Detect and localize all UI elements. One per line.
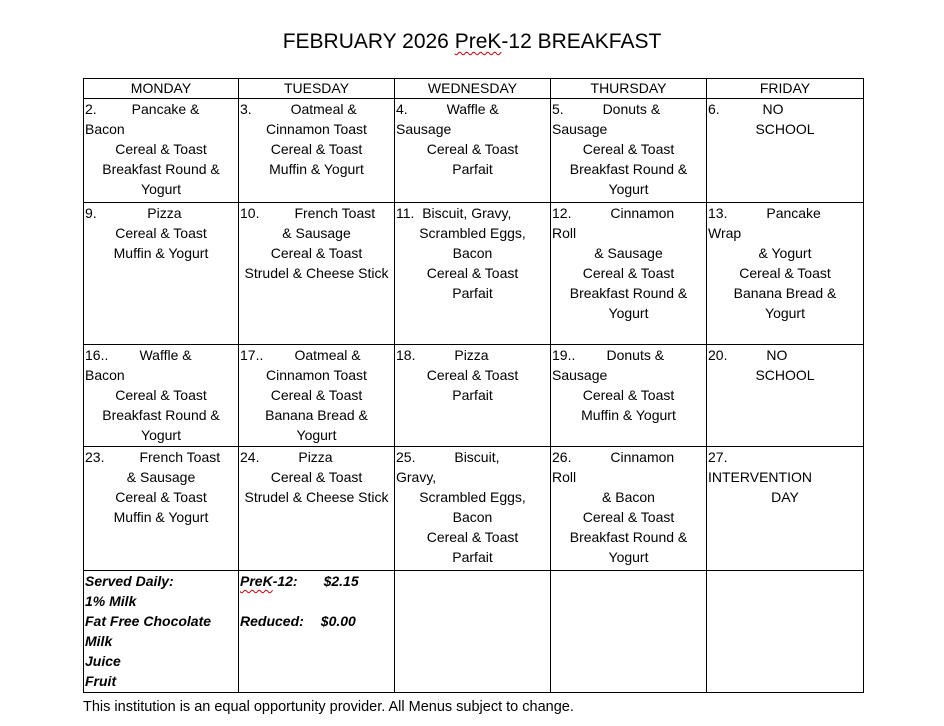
day-heading: 13. Pancake <box>708 205 821 221</box>
day-heading: 27. <box>708 449 728 465</box>
served-daily-line: Juice <box>85 653 121 669</box>
day-cell <box>707 447 864 571</box>
menu-item: Parfait <box>452 285 493 301</box>
empty-cell <box>395 571 551 693</box>
empty-cell <box>551 571 707 693</box>
day-cell <box>395 447 551 571</box>
prices-cell <box>239 571 395 693</box>
day-heading-continued: Wrap <box>708 225 742 241</box>
day-cell <box>395 345 551 447</box>
menu-item: & Sausage <box>282 225 351 241</box>
menu-item: Parfait <box>452 387 493 403</box>
menu-item: Cereal & Toast <box>582 265 675 281</box>
day-heading-continued: Bacon <box>85 367 125 383</box>
day-heading: 10. French Toast <box>240 205 376 221</box>
day-cell <box>551 203 707 345</box>
menu-item: Cinnamon Toast <box>266 121 367 137</box>
menu-item: Breakfast Round & <box>569 529 688 545</box>
menu-item: Strudel & Cheese Stick <box>244 265 389 281</box>
menu-item: Breakfast Round & <box>102 161 220 177</box>
day-heading: 6. NO <box>708 101 784 117</box>
menu-item: Breakfast Round & <box>569 285 688 301</box>
served-daily-cell <box>84 571 239 693</box>
header-tuesday: TUESDAY <box>239 79 395 99</box>
menu-item: Yogurt <box>765 305 805 321</box>
day-cell <box>707 203 864 345</box>
menu-calendar-table <box>83 78 864 693</box>
day-heading: 16.. Waffle & <box>85 347 192 363</box>
menu-item: Cereal & Toast <box>115 387 207 403</box>
menu-item: Cereal & Toast <box>426 529 519 545</box>
menu-item: Breakfast Round & <box>102 407 220 423</box>
menu-item: Muffin & Yogurt <box>269 161 364 177</box>
day-heading: 9. Pizza <box>85 205 182 221</box>
menu-item: Muffin & Yogurt <box>581 407 676 423</box>
menu-item: Parfait <box>452 161 493 177</box>
prek-label-rest: -12: <box>272 573 298 589</box>
day-heading-continued: Roll <box>552 469 577 485</box>
page-title <box>0 30 944 54</box>
day-heading-continued: Gravy, <box>396 469 437 485</box>
served-daily-line: 1% Milk <box>85 593 137 609</box>
day-cell <box>239 447 395 571</box>
menu-item: Yogurt <box>608 181 649 197</box>
menu-item: DAY <box>771 489 799 505</box>
menu-item: Cereal & Toast <box>426 141 519 157</box>
day-cell <box>551 99 707 203</box>
day-heading: 23. French Toast <box>85 449 221 465</box>
day-heading: 25. Biscuit, <box>396 449 500 465</box>
day-heading: 5. Donuts & <box>552 101 661 117</box>
day-cell <box>707 345 864 447</box>
menu-item: Parfait <box>452 549 493 565</box>
day-heading: 12. Cinnamon <box>552 205 675 221</box>
day-heading: 24. Pizza <box>240 449 333 465</box>
header-thursday: THURSDAY <box>551 79 707 99</box>
day-cell <box>84 447 239 571</box>
menu-item: Cereal & Toast <box>270 469 363 485</box>
day-cell <box>239 345 395 447</box>
prek-price-line <box>240 571 393 591</box>
day-heading: 19.. Donuts & <box>552 347 665 363</box>
menu-item: Cereal & Toast <box>115 489 207 505</box>
empty-cell <box>707 571 864 693</box>
week-row <box>84 99 864 203</box>
menu-item: Cereal & Toast <box>270 245 363 261</box>
header-wednesday: WEDNESDAY <box>395 79 551 99</box>
menu-item: & Bacon <box>602 489 655 505</box>
week-row <box>84 203 864 345</box>
menu-item: Muffin & Yogurt <box>113 509 209 525</box>
menu-item: Bacon <box>452 509 493 525</box>
header-monday: MONDAY <box>84 79 239 99</box>
day-cell <box>84 99 239 203</box>
info-row <box>84 571 864 693</box>
menu-item: Cereal & Toast <box>582 141 675 157</box>
spacer-line <box>240 591 393 611</box>
served-daily-line: Milk <box>85 633 113 649</box>
day-heading-continued: INTERVENTION <box>708 469 812 485</box>
day-cell <box>239 99 395 203</box>
menu-item: Cereal & Toast <box>582 509 675 525</box>
day-heading: 26. Cinnamon <box>552 449 675 465</box>
day-cell <box>239 203 395 345</box>
title-text-suffix: -12 BREAKFAST <box>501 30 662 53</box>
menu-item: Cereal & Toast <box>426 367 519 383</box>
menu-item: SCHOOL <box>755 121 815 137</box>
menu-item: & Yogurt <box>758 245 812 261</box>
footer-note: This institution is an equal opportunity provider. All Menus subject to change. <box>83 699 574 715</box>
menu-item: Yogurt <box>608 549 649 565</box>
menu-item: Scrambled Eggs, <box>419 489 526 505</box>
menu-item: Cereal & Toast <box>115 141 207 157</box>
header-friday: FRIDAY <box>707 79 864 99</box>
day-heading: 20. NO <box>708 347 788 363</box>
day-heading-continued: Sausage <box>552 121 608 137</box>
week-row <box>84 447 864 571</box>
day-heading: 11. Biscuit, Gravy, <box>396 205 512 221</box>
served-daily-line: Fat Free Chocolate <box>85 613 212 629</box>
day-heading: 2. Pancake & <box>85 101 200 117</box>
day-heading-continued: Bacon <box>85 121 125 137</box>
day-heading-continued: Roll <box>552 225 577 241</box>
menu-item: Cereal & Toast <box>270 141 363 157</box>
reduced-label: Reduced: <box>240 613 304 629</box>
day-cell <box>84 345 239 447</box>
day-heading: 18. Pizza <box>396 347 489 363</box>
menu-item: Yogurt <box>141 181 181 197</box>
reduced-price-line <box>240 611 393 631</box>
day-heading-continued: Sausage <box>396 121 452 137</box>
menu-item: Yogurt <box>141 427 181 443</box>
menu-item: Cereal & Toast <box>270 387 363 403</box>
menu-item: & Sausage <box>126 469 196 485</box>
menu-item: Cereal & Toast <box>582 387 675 403</box>
menu-item: Banana Bread & <box>265 407 368 423</box>
title-text: FEBRUARY 2026 <box>282 30 455 53</box>
menu-item: SCHOOL <box>755 367 815 383</box>
menu-item: Muffin & Yogurt <box>113 245 209 261</box>
day-cell <box>551 345 707 447</box>
day-heading: 3. Oatmeal & <box>240 101 357 117</box>
day-heading: 4. Waffle & <box>396 101 499 117</box>
title-flagged-word: PreK <box>454 30 502 53</box>
menu-item: Banana Bread & <box>733 285 837 301</box>
day-cell <box>551 447 707 571</box>
menu-item: Cereal & Toast <box>739 265 831 281</box>
menu-item: Cinnamon Toast <box>266 367 367 383</box>
day-cell <box>84 203 239 345</box>
prek-price: $2.15 <box>323 573 359 589</box>
day-heading-continued: Sausage <box>552 367 608 383</box>
day-cell <box>395 203 551 345</box>
menu-item: Scrambled Eggs, <box>419 225 526 241</box>
weekday-header-row <box>84 79 864 99</box>
menu-item: Cereal & Toast <box>115 225 207 241</box>
menu-item: Breakfast Round & <box>569 161 688 177</box>
menu-item: & Sausage <box>594 245 663 261</box>
prek-label: PreK <box>240 573 273 589</box>
served-daily-line: Served Daily: <box>85 573 174 589</box>
menu-item: Cereal & Toast <box>426 265 519 281</box>
day-cell <box>395 99 551 203</box>
day-heading: 17.. Oatmeal & <box>240 347 361 363</box>
menu-item: Bacon <box>452 245 493 261</box>
served-daily-line: Fruit <box>85 673 117 689</box>
reduced-price: $0.00 <box>320 613 356 629</box>
menu-item: Yogurt <box>608 305 649 321</box>
week-row <box>84 345 864 447</box>
day-cell <box>707 99 864 203</box>
menu-item: Strudel & Cheese Stick <box>244 489 389 505</box>
menu-item: Yogurt <box>296 427 337 443</box>
